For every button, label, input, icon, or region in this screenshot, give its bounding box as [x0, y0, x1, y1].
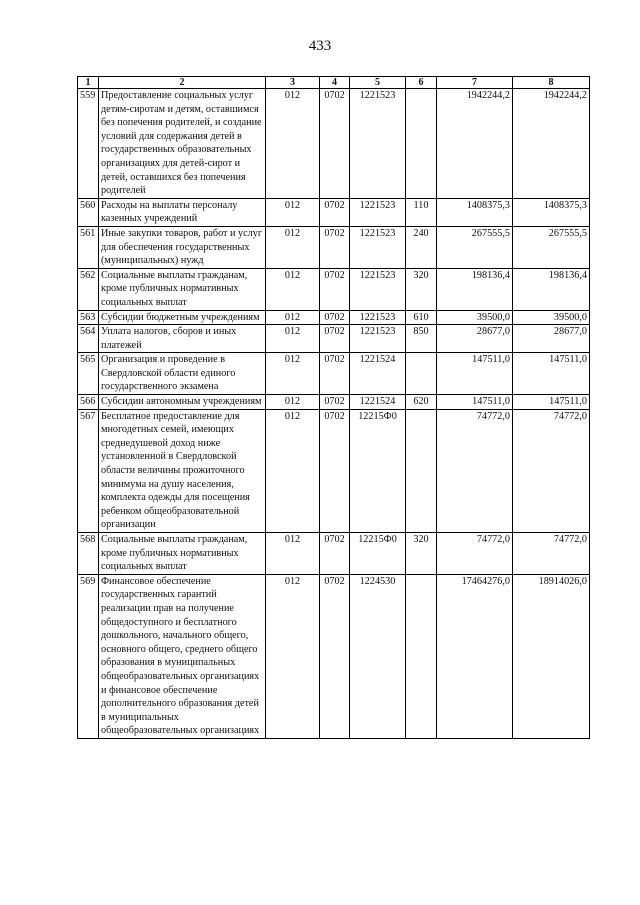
- table-row: [78, 533, 590, 575]
- section-code: 0702: [320, 353, 350, 395]
- row-number: 563: [78, 310, 99, 325]
- ministry-code: 012: [266, 533, 320, 575]
- header-cell: 2: [99, 77, 266, 89]
- amount-col7: 17464276,0: [437, 574, 513, 738]
- target-article-code: 1221523: [350, 89, 406, 199]
- row-description: Субсидии бюджетным учреждениям: [99, 310, 266, 325]
- row-number: 560: [78, 198, 99, 226]
- header-cell: 8: [513, 77, 590, 89]
- section-code: 0702: [320, 198, 350, 226]
- amount-col7: 39500,0: [437, 310, 513, 325]
- amount-col8: 39500,0: [513, 310, 590, 325]
- header-row: [78, 77, 590, 89]
- target-article-code: 1224530: [350, 574, 406, 738]
- row-description: Иные закупки товаров, работ и услуг для обеспечения государственных (муниципальных) нужд: [99, 226, 266, 268]
- expense-type-code: 320: [406, 533, 437, 575]
- section-code: 0702: [320, 533, 350, 575]
- table-row: [78, 353, 590, 395]
- section-code: 0702: [320, 574, 350, 738]
- amount-col7: 198136,4: [437, 268, 513, 310]
- ministry-code: 012: [266, 310, 320, 325]
- ministry-code: 012: [266, 198, 320, 226]
- amount-col7: 1408375,3: [437, 198, 513, 226]
- row-description: Расходы на выплаты персоналу казенных учреждений: [99, 198, 266, 226]
- amount-col8: 18914026,0: [513, 574, 590, 738]
- table-row: [78, 268, 590, 310]
- amount-col8: 74772,0: [513, 409, 590, 532]
- row-number: 564: [78, 325, 99, 353]
- table-row: [78, 310, 590, 325]
- section-code: 0702: [320, 89, 350, 199]
- amount-col7: 74772,0: [437, 533, 513, 575]
- table-row: [78, 574, 590, 738]
- expense-type-code: [406, 574, 437, 738]
- amount-col8: 1942244,2: [513, 89, 590, 199]
- row-number: 565: [78, 353, 99, 395]
- expense-type-code: [406, 89, 437, 199]
- ministry-code: 012: [266, 89, 320, 199]
- table-row: [78, 325, 590, 353]
- header-cell: 1: [78, 77, 99, 89]
- row-number: 559: [78, 89, 99, 199]
- section-code: 0702: [320, 226, 350, 268]
- expense-type-code: 240: [406, 226, 437, 268]
- row-description: Социальные выплаты гражданам, кроме публичных нормативных социальных выплат: [99, 533, 266, 575]
- expense-type-code: 620: [406, 395, 437, 410]
- target-article-code: 12215Ф0: [350, 409, 406, 532]
- row-description: Финансовое обеспечение государственных гарантий реализации прав на получение общедоступного и бесплатного дошкольного, начального общего, основного общего, среднего общего образования в муниципальных общеобразовательных организациях и финансовое обеспечение дополнительного образования детей в муниципальных общеобразовательных организациях: [99, 574, 266, 738]
- row-description: Бесплатное предоставление для многодетных семей, имеющих среднедушевой доход ниже установленной в Свердловской области величины прожиточного минимума на душу населения, комплекта одежды для посещения ребенком общеобразовательной организации: [99, 409, 266, 532]
- amount-col8: 147511,0: [513, 395, 590, 410]
- section-code: 0702: [320, 409, 350, 532]
- header-cell: 5: [350, 77, 406, 89]
- amount-col7: 28677,0: [437, 325, 513, 353]
- budget-table: [77, 76, 590, 739]
- amount-col8: 147511,0: [513, 353, 590, 395]
- expense-type-code: 320: [406, 268, 437, 310]
- row-description: Субсидии автономным учреждениям: [99, 395, 266, 410]
- amount-col7: 267555,5: [437, 226, 513, 268]
- expense-type-code: [406, 409, 437, 532]
- amount-col8: 198136,4: [513, 268, 590, 310]
- amount-col8: 28677,0: [513, 325, 590, 353]
- ministry-code: 012: [266, 268, 320, 310]
- amount-col8: 267555,5: [513, 226, 590, 268]
- expense-type-code: 610: [406, 310, 437, 325]
- table-row: [78, 226, 590, 268]
- section-code: 0702: [320, 268, 350, 310]
- header-cell: 4: [320, 77, 350, 89]
- target-article-code: 1221523: [350, 310, 406, 325]
- target-article-code: 12215Ф0: [350, 533, 406, 575]
- row-description: Уплата налогов, сборов и иных платежей: [99, 325, 266, 353]
- table-row: [78, 409, 590, 532]
- expense-type-code: 850: [406, 325, 437, 353]
- target-article-code: 1221523: [350, 198, 406, 226]
- amount-col7: 147511,0: [437, 353, 513, 395]
- expense-type-code: [406, 353, 437, 395]
- row-number: 566: [78, 395, 99, 410]
- section-code: 0702: [320, 325, 350, 353]
- amount-col8: 74772,0: [513, 533, 590, 575]
- ministry-code: 012: [266, 353, 320, 395]
- ministry-code: 012: [266, 574, 320, 738]
- row-description: Социальные выплаты гражданам, кроме публичных нормативных социальных выплат: [99, 268, 266, 310]
- target-article-code: 1221524: [350, 353, 406, 395]
- table-row: [78, 89, 590, 199]
- table-row: [78, 395, 590, 410]
- expense-type-code: 110: [406, 198, 437, 226]
- table-row: [78, 198, 590, 226]
- header-cell: 3: [266, 77, 320, 89]
- row-number: 569: [78, 574, 99, 738]
- row-number: 562: [78, 268, 99, 310]
- target-article-code: 1221523: [350, 226, 406, 268]
- ministry-code: 012: [266, 409, 320, 532]
- ministry-code: 012: [266, 325, 320, 353]
- header-cell: 6: [406, 77, 437, 89]
- row-description: Организация и проведение в Свердловской области единого государственного экзамена: [99, 353, 266, 395]
- section-code: 0702: [320, 310, 350, 325]
- page-number: 433: [308, 38, 332, 54]
- row-number: 567: [78, 409, 99, 532]
- ministry-code: 012: [266, 395, 320, 410]
- amount-col7: 1942244,2: [437, 89, 513, 199]
- target-article-code: 1221524: [350, 395, 406, 410]
- header-cell: 7: [437, 77, 513, 89]
- row-description: Предоставление социальных услуг детям-сиротам и детям, оставшимся без попечения родителей, и создание условий для содержания детей в государственных образовательных организациях для детей-сирот и детей, оставшихся без попечения родителей: [99, 89, 266, 199]
- row-number: 561: [78, 226, 99, 268]
- ministry-code: 012: [266, 226, 320, 268]
- amount-col8: 1408375,3: [513, 198, 590, 226]
- section-code: 0702: [320, 395, 350, 410]
- target-article-code: 1221523: [350, 325, 406, 353]
- amount-col7: 147511,0: [437, 395, 513, 410]
- amount-col7: 74772,0: [437, 409, 513, 532]
- row-number: 568: [78, 533, 99, 575]
- target-article-code: 1221523: [350, 268, 406, 310]
